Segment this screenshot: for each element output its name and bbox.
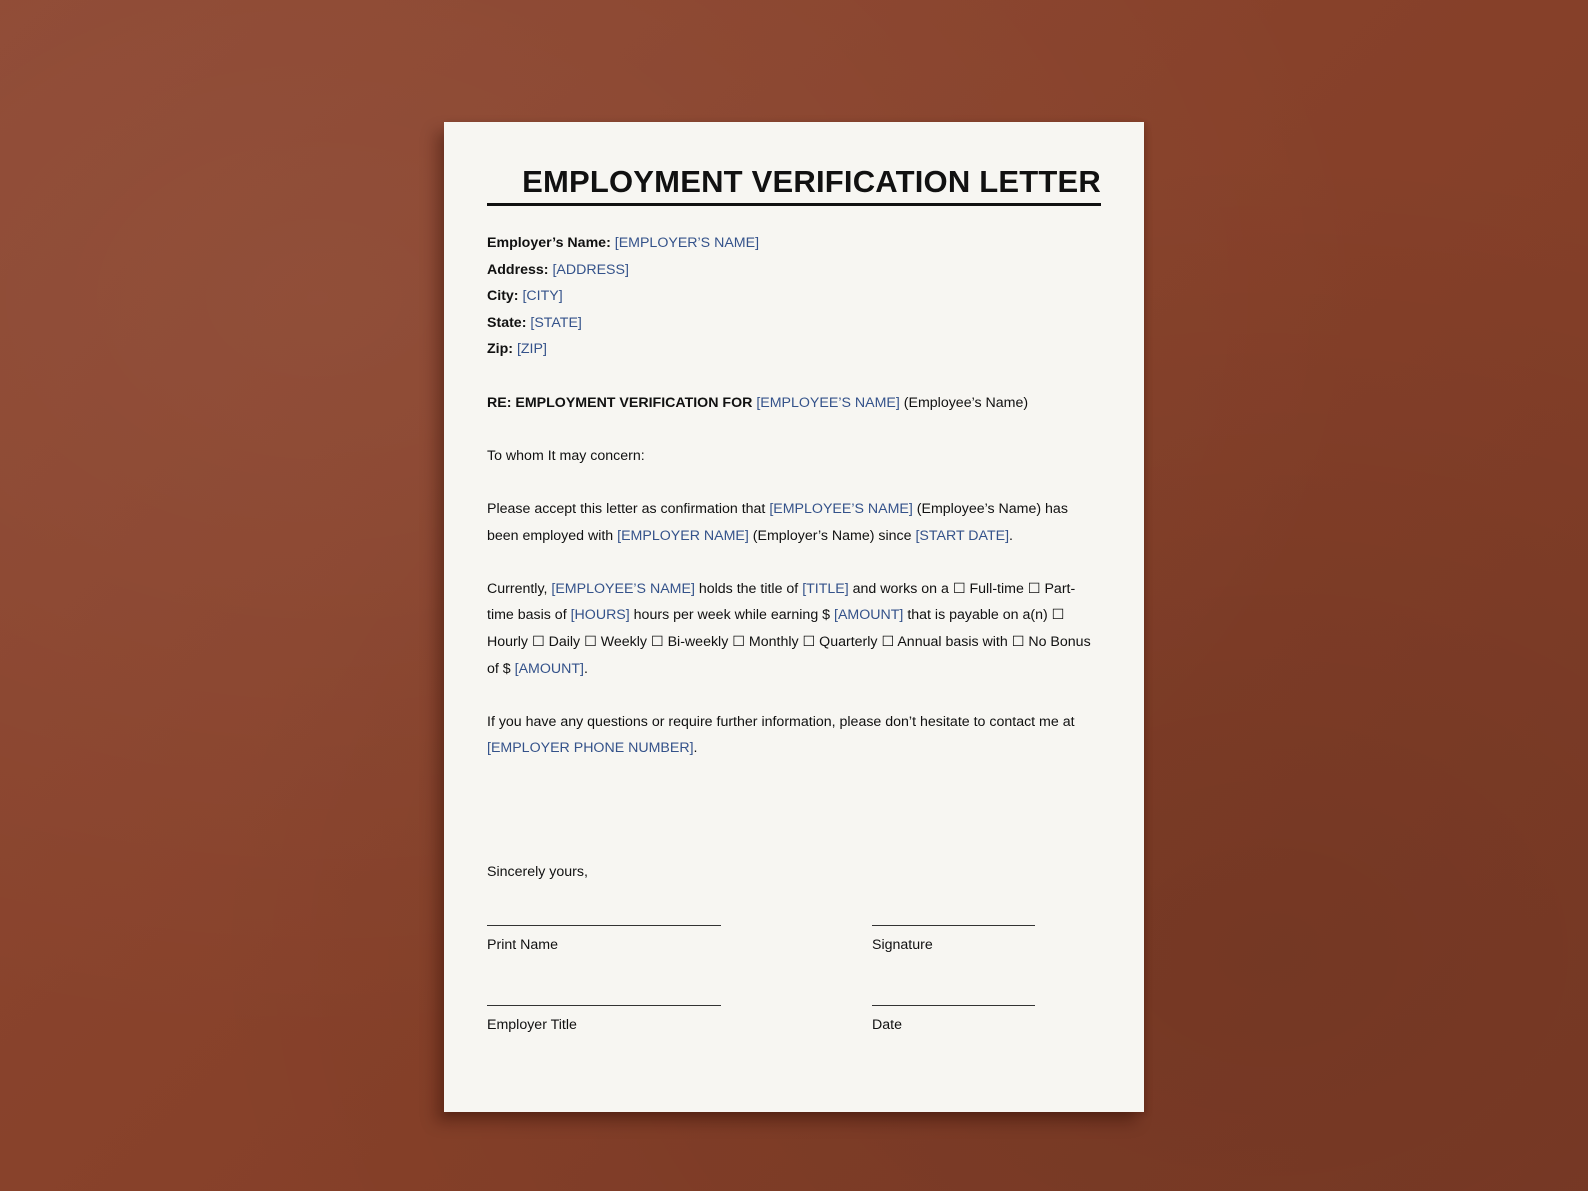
para2-hours-placeholder: [HOURS] [570,607,630,624]
para2-title-placeholder: [TITLE] [802,580,849,597]
para3-phone-placeholder: [EMPLOYER PHONE NUMBER] [487,740,694,757]
para2-employee-placeholder: [EMPLOYEE’S NAME] [551,580,695,597]
title-underline [487,203,1101,206]
zip-label: Zip: [487,341,513,358]
employer-name-line [487,230,1101,257]
para1-text-2: (Employee’s Name) has been employed with [487,500,1068,544]
para1-text-1: Please accept this letter as confirmation that [487,500,766,517]
para1-text-3: (Employer’s Name) since [752,527,912,544]
paragraph-contact [487,709,1101,762]
para2-text-4: hours per week while earning $ [633,607,831,624]
para2-text-3: and works on a ☐ Full-time ☐ Part-time basis of [487,580,1076,624]
para3-text-2: . [693,740,698,757]
closing: Sincerely yours, [487,864,588,880]
employer-name-placeholder: [EMPLOYER’S NAME] [614,235,760,251]
salutation: To whom It may concern: [487,447,645,464]
para1-employee-placeholder: [EMPLOYEE’S NAME] [769,500,913,517]
para2-amount-placeholder: [AMOUNT] [834,607,904,624]
date-line [872,1005,1035,1006]
para1-start-date-placeholder: [START DATE] [915,527,1010,544]
paragraph-employment-details [487,576,1101,682]
para1-text-4: . [1009,527,1013,544]
re-suffix: (Employee’s Name) [903,394,1029,411]
para3-text-1: If you have any questions or require further information, please don’t hesitate to contact me at [487,713,1075,730]
employer-title-label: Employer Title [487,1017,577,1033]
employer-title-line [487,1005,721,1006]
para2-text-2: holds the title of [698,580,799,597]
letter-body [487,230,1101,762]
signature-label: Signature [872,937,933,953]
address-line [487,257,1101,284]
para2-bonus-amount-placeholder: [AMOUNT] [514,660,584,677]
state-label: State: [487,314,527,331]
zip-line [487,336,1101,363]
date-label: Date [872,1017,902,1033]
letter-page [444,122,1144,1112]
re-line [487,390,1101,417]
para2-text-1: Currently, [487,580,548,597]
para1-employer-placeholder: [EMPLOYER NAME] [617,527,749,544]
city-label: City: [487,288,519,305]
zip-placeholder: [ZIP] [516,341,547,358]
print-name-line [487,925,721,926]
document-title: EMPLOYMENT VERIFICATION LETTER [522,164,1101,199]
para2-text-5: that is payable on a(n) ☐ Hourly ☐ Daily ☐ Weekly ☐ Bi-weekly ☐ Monthly ☐ Quarterly ☐ Annual basis with ☐ No Bonus of $ [487,607,1091,677]
state-line [487,310,1101,337]
city-placeholder: [CITY] [522,288,563,305]
paragraph-confirmation [487,496,1101,549]
employer-name-label: Employer’s Name: [487,235,611,251]
para2-text-6: . [583,660,588,677]
re-employee-placeholder: [EMPLOYEE’S NAME] [756,394,900,411]
re-label: RE: EMPLOYMENT VERIFICATION FOR [487,394,753,411]
address-label: Address: [487,261,549,278]
signature-line [872,925,1035,926]
address-placeholder: [ADDRESS] [552,261,629,278]
city-line [487,283,1101,310]
state-placeholder: [STATE] [530,314,582,331]
signature-area [487,864,1101,1064]
print-name-label: Print Name [487,937,558,953]
